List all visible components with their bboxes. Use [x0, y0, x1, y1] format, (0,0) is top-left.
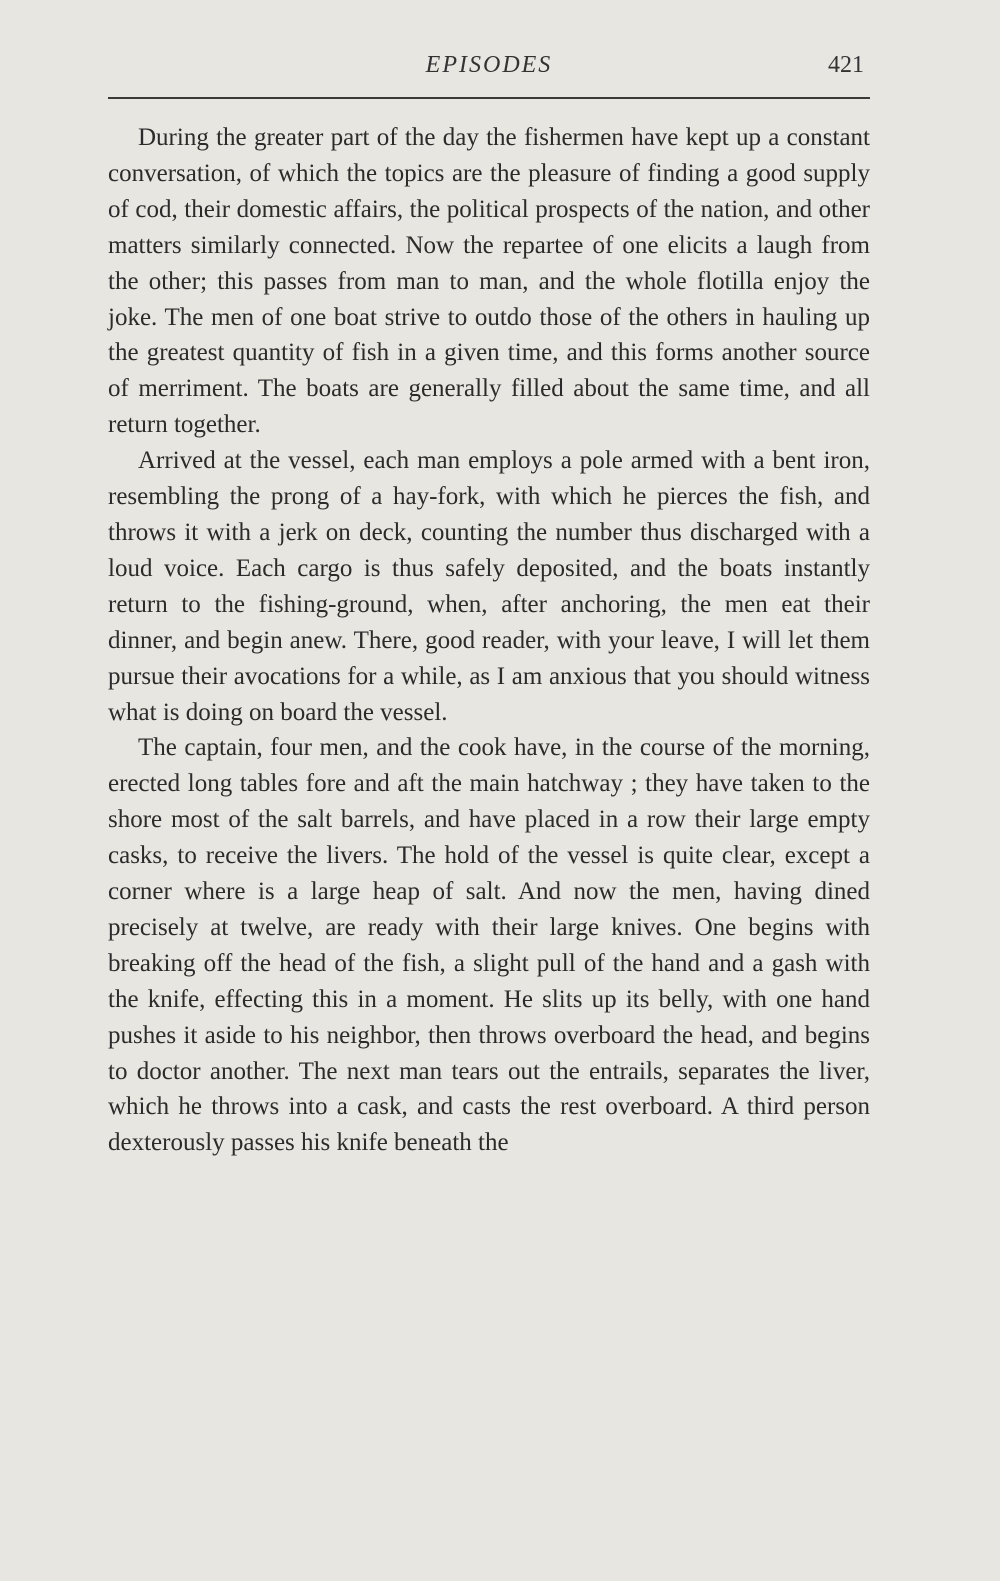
- page-number: 421: [828, 52, 864, 78]
- body-text: [108, 120, 870, 1161]
- running-title: EPISODES: [425, 52, 553, 78]
- paragraph-2: Arrived at the vessel, each man employs a pole armed with a bent iron, resembling the prong of a hay-fork, with which he pierces the fish, and throws it with a jerk on deck, counting the number thus discharged with a loud voice. Each cargo is thus safely deposited, and the boats instantly return to the fishing-ground, when, after anchoring, the men eat their dinner, and begin anew. There, good reader, with your leave, I will let them pursue their avocations for a while, as I am anxious that you should witness what is doing on board the vessel.: [108, 447, 870, 726]
- running-header: [108, 48, 870, 88]
- paragraph-3: The captain, four men, and the cook have, in the course of the morning, erected long tables fore and aft the main hatchway ; they have taken to the shore most of the salt barrels, and have placed in a row their large empty casks, to receive the livers. The hold of the vessel is quite clear, except a corner where is a large heap of salt. And now the men, having dined precisely at twelve, are ready with their large knives. One begins with breaking off the head of the fish, a slight pull of the hand and a gash with the knife, effecting this in a moment. He slits up its belly, with one hand pushes it aside to his neighbor, then throws overboard the head, and begins to doctor another. The next man tears out the entrails, separates the liver, which he throws into a cask, and casts the rest overboard. A third person dexterously passes his knife beneath the: [108, 734, 870, 1157]
- paragraph-1: During the greater part of the day the fishermen have kept up a constant conversation, of which the topics are the pleasure of finding a good supply of cod, their domestic affairs, the political prospects of the nation, and other matters similarly connected. Now the repartee of one elicits a laugh from the other; this passes from man to man, and the whole flotilla enjoy the joke. The men of one boat strive to outdo those of the others in hauling up the greatest quantity of fish in a given time, and this forms another source of merriment. The boats are generally filled about the same time, and all return together.: [108, 124, 870, 439]
- header-rule: [108, 97, 870, 99]
